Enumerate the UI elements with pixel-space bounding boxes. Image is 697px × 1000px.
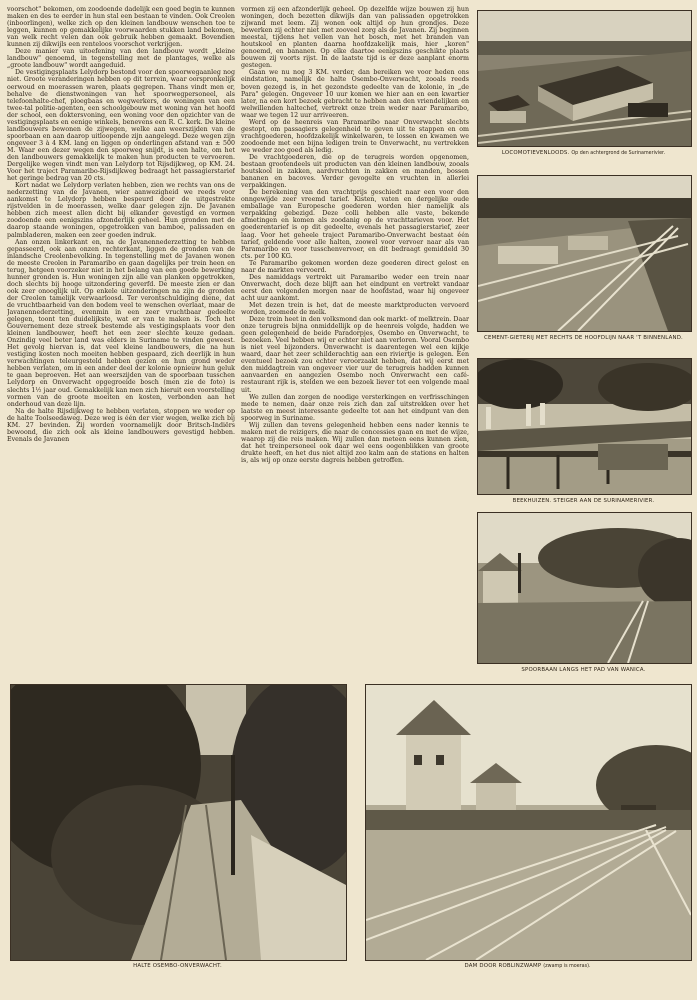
- left-column-paragraph: De vestigingsplaats Lelydorp bestond voor den spoorwegaanleg nog niet. Groote veranderingen hebben op dit terrein, waar oorspronkelijk oerwoud en moerassen waren, plaats gegrepen. Thans vindt men er, behalve de dienstwoningen van het spoorwegpersoneel, als telefoonhalte-chef, ploegbaas en wegwerkers, de woningen van een twee-tal politie-agenten, een schoolgebouw met woning van het hoofd der school, een doktersvoning, een woning voor den opzichter van de vestigingsplaats en eenige winkels, benevens een R. C. kerk. De kleine landbouwers bewonen de zijwegen, welke aan weerszijden van de spoorbaan en aan daarop uitloopende zijn aangelegd. Deze wegen zijn ongeveer 3 à 4 KM. lang en liggen op onderlingen afstand van ± 500 M. Waar een dezer wegen den spoorweg snijdt, is een halte, om het den landbouwers gemakkelijk te maken hun producten te vervoeren. Dergelijke wegen vindt men van Lelydorp tot Rijsdijkweg, op KM. 24. Voor het traject Paramaribo-Rijsdijkweg bedraagt het passagierstarief het geringe bedrag van 20 cts.: [7, 69, 235, 183]
- photo-wanica-path: [477, 512, 692, 664]
- photo-dam-roblinzwamp: [365, 684, 692, 961]
- middle-column-paragraph: vormen zij een afzonderlijk geheel. Op dezelfde wijze bouwen zij hun woningen, doch bezetten dikwijls dan van palissaden opgetrokken zijwand met leem. Zij wonen ook altijd op hun grondjes. Deze bewerken zij echter niet met zooveel zorg als de Javanen. Zij beginnen meestal, tijdens het vellen van het bosch, met het branden van houtskool en planten daarna hoofdzakelijk mais, hier „koren" genoemd, en bananen. Op elke daartoe eenigszins geschikte plaats bouwen zij voorts rijst. In de laatste tijd is er deze aanplant enorm gestegen.: [241, 6, 469, 70]
- middle-column-paragraph: Werd op de heenreis van Paramaribo naar Onverwacht slechts gestopt, om passagiers gelegenheid te geven uit te stappen en om vrachtgoederen, hoofdzakelijk winkelwaren, te lossen en kwamen we zoodoende met een bijna ledigen trein te Onverwacht, nu vertrekken we weder zoo goed als ledig.: [241, 118, 469, 154]
- left-column-paragraph: voorschot" bekomen, om zoodoende dadelijk een goed begin te kunnen maken en des te eerder in hun stal een bestaan te vinden. Ook Creolen (inboorlingen), welke zich op den kleinen landbouw wenschen toe te leggen, kunnen op gemakkelijke voorwaarden stukken land bekomen, van welk recht velen dan ook gebruik hebben gemaakt. Bovendien kunnen zij dikwijls een renteloos voorschot verkrijgen.: [7, 6, 235, 49]
- middle-column-paragraph: Te Paramaribo gekomen worden deze goederen direct gelost en naar de markten vervoerd.: [241, 259, 469, 274]
- caption-dam: [365, 963, 690, 969]
- middle-column-paragraph: We zullen dan zorgen de noodige versterkingen en verfrisschingen mede te nemen, daar onze reis zich dan zal uitstrekken over het laatste en meest interessante gedeelte tot aan het eindpunt van den spoorweg in Suriname.: [241, 393, 469, 422]
- caption-cement-works: CEMENT-GIETERIJ MET RECHTS DE HOOFDLIJN NAAR 'T BINNENLAND.: [484, 335, 683, 341]
- caption-dam-title: DAM DOOR ROBLINZWAMP: [464, 963, 542, 969]
- caption-locomotive-sub: Op den achtergrond de Surinamerivier.: [571, 151, 666, 156]
- caption-wanica: SPOORBAAN LANGS HET PAD VAN WANICA.: [521, 667, 646, 673]
- caption-dam-sub: (zwamp is moeras).: [543, 964, 591, 969]
- middle-column-paragraph: Met dezen trein is het, dat de meeste marktproducten vervoerd worden, zoomede de melk.: [241, 301, 469, 317]
- middle-column-paragraph: Wij zullen dan tevens gelegenheid hebben eens nader kennis te maken met de reizigers, die naar de concessies gaan en met de wijze, waarop zij die reis maken. Wij zullen dan meteen eens kunnen zien, dat het treinpersoneel ook daar wel eens oogenblikken van groote drukte heeft, en het dus niet altijd zoo kalm aan de stations en halten is, als wij op onze eerste dagreis hebben getroffen.: [241, 421, 469, 464]
- middle-column-paragraph: De vrachtgoederen, die op de terugreis worden opgenomen, bestaan grootendeels uit producten van den kleinen landbouw, zooals houtskool in zakken, aardvruchten in zakken en manden, bossen bananen en bacoves. Verder gevogelte en vruchten in allerlei verpakkingen.: [241, 153, 469, 190]
- left-column-paragraph: Aan onzen linkerkant en, na de Javanennederzetting te hebben gepasseerd, ook aan onzen rechterkant, liggen de gronden van de inlandsche Creolenbevolking. In tegenstelling met de Javanen wonen de meeste Creolen in Paramaribo en gaan dagelijks per trein heen en terug, hetgeen voorzeker niet in het belang van een goede bewerking hunner gronden is. Hun woningen zijn alle van planken opgetrokken, doch slechts bij hooge uitzondering geverfd. De meeste zien er dan ook zeer onooglijk uit. Op enkele uitzonderingen na zijn de gronden der Creolen tamelijk verwaarloosd. Ter verontschuldiging diene, dat de vruchtbaarheid van den bodem veel te wenschen overlaat, maar de Javanennederzetting, evenmin in een zeer vruchtbaar gedeelte gelegen, toont ten duidelijkste, wat er van te maken is. Toch het Gouvernement deze streek bestemde als vestigingsplaats voor den kleinen landbouwer, heeft het een zeer slechte keuze gedaan. Onzindig veel beter land was elders in Suriname te vinden geweest. Het gevolg hiervan is, dat veel kleine landbouwers, die na hun vestiging kosten noch moeiten hebben gespaard, zich deerlijk in hun verwachtingen teleurgesteld hebben gezien en hun grond weder hebben verlaten, om in een ander deel der kolonie opnieuw hun geluk te gaan beproeven. Het aan weerszijden van de spoorbaan tusschen Lelydorp en Onverwacht opgegroeide bosch (men zie de foto) is slechts 1½ jaar oud. Gemakkelijk kan men zich hieruit een voorstelling vormen van de groote moeiten en kosten, verbonden aan het onderhoud van deze lijn.: [7, 238, 235, 408]
- left-column-paragraph: Kort nadat we Lelydorp verlaten hebben, zien we rechts van ons de nederzetting van de Javanen, wier aanwezigheid we reeds voor aankomst te Lelydorp hebben bespeurd door de uitgestrekte rijstvelden in de moerassen, welke daar gelegen zijn. De Javanen hebben zich meest allen dicht bij elkander gevestigd en vormen zoodoende een eenigszins afzonderlijk geheel. Hun gronden met de daarop staande woningen, opgetrokken van bamboe, palissaden en palmbladeren, maken een zeer goeden indruk.: [7, 182, 235, 239]
- left-column-paragraph: Na de halte Rijsdijkweg te hebben verlaten, stoppen we weder op de halte Toolseedaweg. Deze weg is één der vier wegen, welke zich bij KM. 27 bevinden. Zij worden voornamelijk door Britsch-Indiërs bewoond, die zich ook als kleine landbouwers gevestigd hebben. Evenals de Javanen: [7, 407, 235, 443]
- caption-osembo: HALTE OSEMBO-ONVERWACHT.: [133, 963, 222, 969]
- caption-locomotive-shed: [477, 150, 690, 156]
- middle-column-paragraph: De berekening van den vrachtprijs geschiedt naar een voor den onngewijde zeer vreemd tarief. Kisten, vaten en dergelijke oude emballage van Europesche goederen worden hier namelijk als verpakking gebezigd. Deze colli hebben alle vaste, bekende afmetingen en komen als zoodanig op de vrachttarieven voor. Het goederentarief is op dit gedeelte, evenals het passagierstarief, zeer laag. Voor het geheele traject Paramaribo-Onverwacht bestaat één tarief, geldende voor alle halten, zoowel voor vervoer naar als van Paramaribo en voor tusschenvervoer, en dit bedraagt gemiddeld 30 cts. per 100 KG.: [241, 189, 469, 260]
- left-column-paragraph: Deze manier van uitoefening van den landbouw wordt „kleine landbouw" genoemd, in tegenstelling met de plantages, welke als „groote landbouw" wordt aangeduid.: [7, 48, 235, 70]
- middle-column-paragraph: Gaan we nu nog 3 KM. verder, dan bereiken we voor heden ons eindstation, namelijk de halte Osembo-Onverwacht, zooals reeds boven gezegd is, in het gezondste gedeelte van de kolonie, in „de Para" gelegen. Ongeveer 10 uur komen we hier aan en een kwartier later, na een kort bezoek gebracht te hebben aan den vriendelijken en welwillenden haltechef, vertrekt onze trein weder naar Paramaribo, waar we tegen 12 uur arriveeren.: [241, 69, 469, 119]
- middle-column-paragraph: Des namiddags vertrekt uit Paramaribo weder een trein naar Onverwacht, doch deze blijft aan het eindpunt en vertrekt vandaar eerst den volgenden morgen naar de hoofdstad, waar hij ongeveer acht uur aankomt.: [241, 273, 469, 302]
- photo-halte-osembo: [10, 684, 347, 961]
- photo-cement-works: [477, 175, 692, 332]
- text-column-left: [7, 6, 235, 674]
- photo-locomotive-shed: [477, 10, 692, 147]
- photo-beekhuizen-jetty: [477, 358, 692, 495]
- caption-locomotive-title: LOCOMOTIEVENLOODS.: [501, 150, 570, 156]
- text-column-middle: [241, 6, 469, 674]
- middle-column-paragraph: Deze trein heet in den volksmond dan ook markt- of melktrein. Daar onze terugreis bijna onmiddellijk op de heenreis volgde, hadden we geen gelegenheid de beide Paradorpjes, Osembo en Onverwacht, te bezoeken. Veel hebben wij er echter niet aan verloren. Vooral Osembo is niet veel bijzonders. Onverwacht is daarentegen wel een kijkje waard, daar het zeer schilderachtig aan een riviertje is gelegen. Een eventueel bezoek zou echter veroorzaakt hebben, dat wij eerst met den middagtrein van ongeveer vier uur de terugreis hadden kunnen aanvaarden en aangezien Osembo noch Onverwacht een café-restaurant rijk is, stelden we een bezoek liever tot een volgende maal uit.: [241, 316, 469, 394]
- caption-beekhuizen: BEEKHUIZEN. STEIGER AAN DE SURINAMERIVIER.: [512, 498, 655, 504]
